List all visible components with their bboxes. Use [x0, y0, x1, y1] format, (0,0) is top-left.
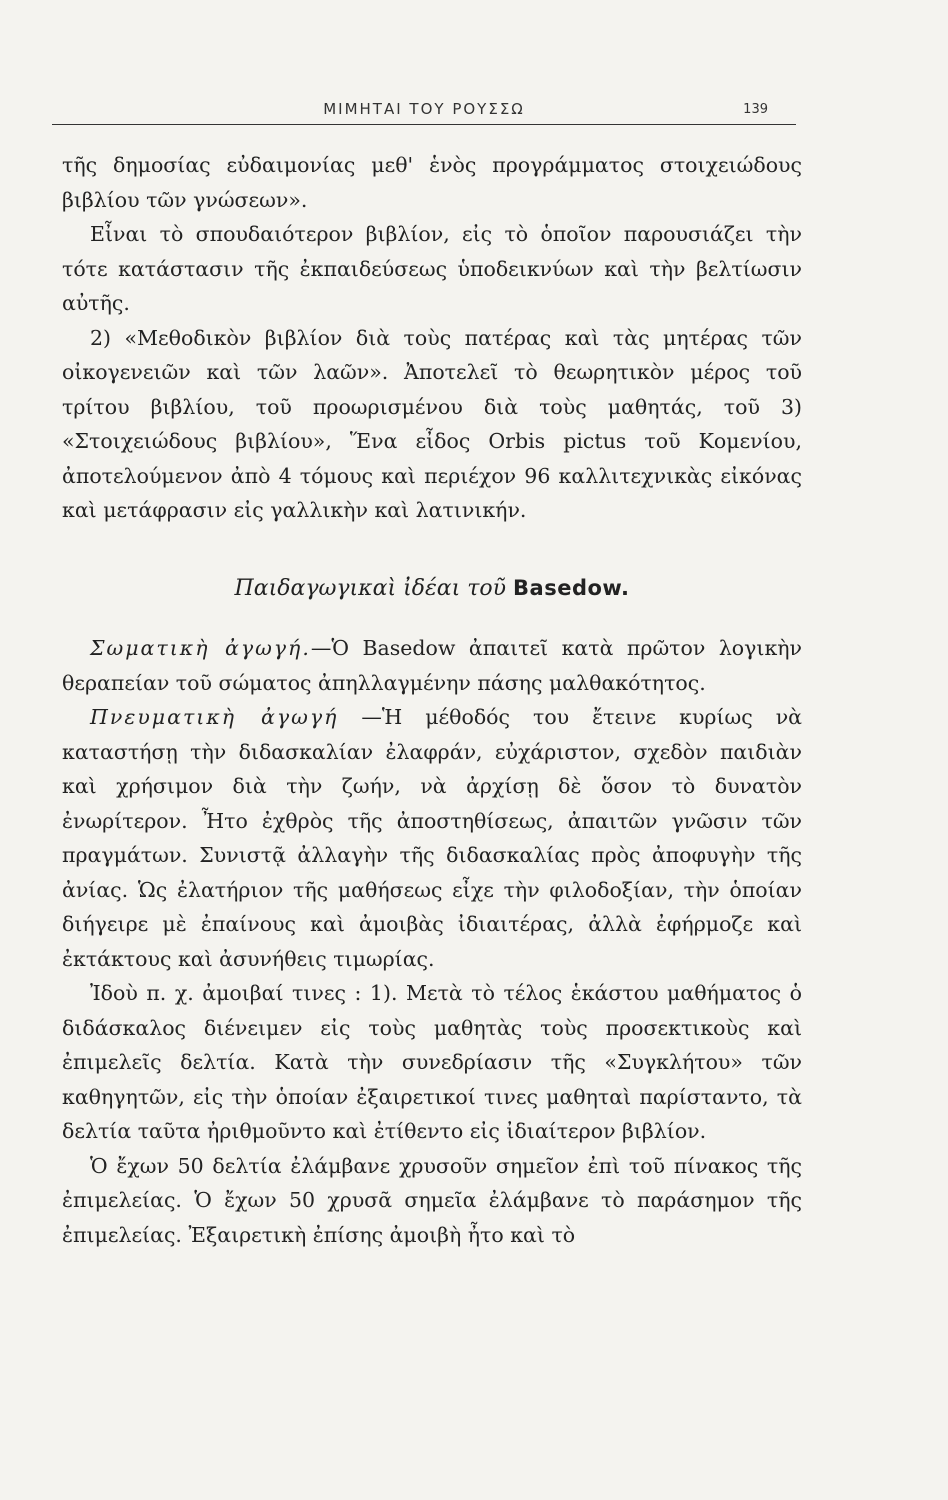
physical-education-text: —Ὁ Basedow ἀπαιτεῖ κατὰ πρῶτον λογικὴν θεραπείαν τοῦ σώματος ἀπηλλαγμένην πάσης μαλθακότητος.: [62, 636, 802, 695]
intellectual-education-label: Πνευματικὴ ἀγωγή: [90, 705, 339, 729]
paragraph-rewards: Ἰδοὺ π. χ. ἀμοιβαί τινες : 1). Μετὰ τὸ τέλος ἑκάστου μαθήματος ὁ διδάσκαλος διένειμεν εἰς τοὺς μαθητὰς τοὺς προσεκτικοὺς καὶ ἐπιμελεῖς δελτία. Κατὰ τὴν συνεδρίασιν τῆς «Συγκλήτου» τῶν καθηγητῶν, εἰς τὴν ὁποίαν ἐξαιρετικοί τινες μαθηταὶ παρίσταντο, τὰ δελτία ταῦτα ἠριθμοῦντο καὶ ἐτίθεντο εἰς ἰδιαίτερον βιβλίον.: [62, 981, 802, 1143]
body-text: [62, 148, 802, 1252]
intellectual-education-text: —Ἡ μέθοδός του ἔτεινε κυρίως νὰ καταστήσῃ τὴν διδασκαλίαν ἐλαφράν, εὐχάριστον, σχεδὸν παιδιὰν καὶ χρήσιμον διὰ τὴν ζωήν, νὰ ἀρχίσῃ δὲ ὅσον τὸ δυνατὸν ἐνωρίτερον. Ἦτο ἐχθρὸς τῆς ἀποστηθίσεως, ἀπαιτῶν γνῶσιν τῶν πραγμάτων. Συνιστᾷ ἀλλαγὴν τῆς διδασκαλίας πρὸς ἀποφυγὴν τῆς ἀνίας. Ὡς ἐλατήριον τῆς μαθήσεως εἶχε τὴν φιλοδοξίαν, τὴν ὁποίαν διήγειρε μὲ ἐπαίνους καὶ ἀμοιβὰς ἰδιαιτέρας, ἀλλὰ ἐφήρμοζε καὶ ἐκτάκτους καὶ ἀσυνήθεις τιμωρίας.: [62, 705, 803, 971]
header-rule: [52, 124, 796, 125]
paragraph-intellectual-education: [62, 700, 802, 976]
paragraph-methodical-book: 2) «Μεθοδικὸν βιβλίον διὰ τοὺς πατέρας καὶ τὰς μητέρας τῶν οἰκογενειῶν καὶ τῶν λαῶν». Ἀποτελεῖ τὸ θεωρητικὸν μέρος τοῦ τρίτου βιβλίου, τοῦ προωρισμένου διὰ τοὺς μαθητάς, τοῦ 3) «Στοιχειώδους βιβλίου», Ἕνα εἶδος Orbis pictus τοῦ Κομενίου, ἀποτελούμενον ἀπὸ 4 τόμους καὶ περιέχον 96 καλλιτεχνικὰς εἰκόνας καὶ μετάφρασιν εἰς γαλλικὴν καὶ λατινικήν.: [62, 325, 802, 522]
page-number: 139: [743, 102, 768, 117]
paragraph-continuation: τῆς δημοσίας εὐδαιμονίας μεθ' ἑνὸς προγράμματος στοιχειώδους βιβλίου τῶν γνώσεων».: [62, 153, 802, 212]
section-heading: [62, 571, 802, 607]
physical-education-label: Σωματικὴ ἀγωγή.: [90, 636, 311, 660]
section-heading-greek: Παιδαγωγικαὶ ἰδέαι τοῦ: [234, 575, 507, 601]
paragraph-physical-education: [62, 631, 802, 700]
section-heading-name: Basedow.: [513, 575, 630, 600]
paragraph-most-important-book: Εἶναι τὸ σπουδαιότερον βιβλίον, εἰς τὸ ὁποῖον παρουσιάζει τὴν τότε κατάστασιν τῆς ἐκπαιδεύσεως ὑποδεικνύων καὶ τὴν βελτίωσιν αὐτῆς.: [62, 222, 802, 315]
running-title: ΜΙΜΗΤΑΙ ΤΟΥ ΡΟΥΣΣΩ: [323, 100, 525, 118]
paragraph-gold-marks: Ὁ ἔχων 50 δελτία ἐλάμβανε χρυσοῦν σημεῖον ἐπὶ τοῦ πίνακος τῆς ἐπιμελείας. Ὁ ἔχων 50 χρυσᾶ σημεῖα ἐλάμβανε τὸ παράσημον τῆς ἐπιμελείας. Ἐξαιρετικὴ ἐπίσης ἀμοιβὴ ἦτο καὶ τὸ: [62, 1153, 802, 1247]
page-header: [52, 96, 796, 126]
